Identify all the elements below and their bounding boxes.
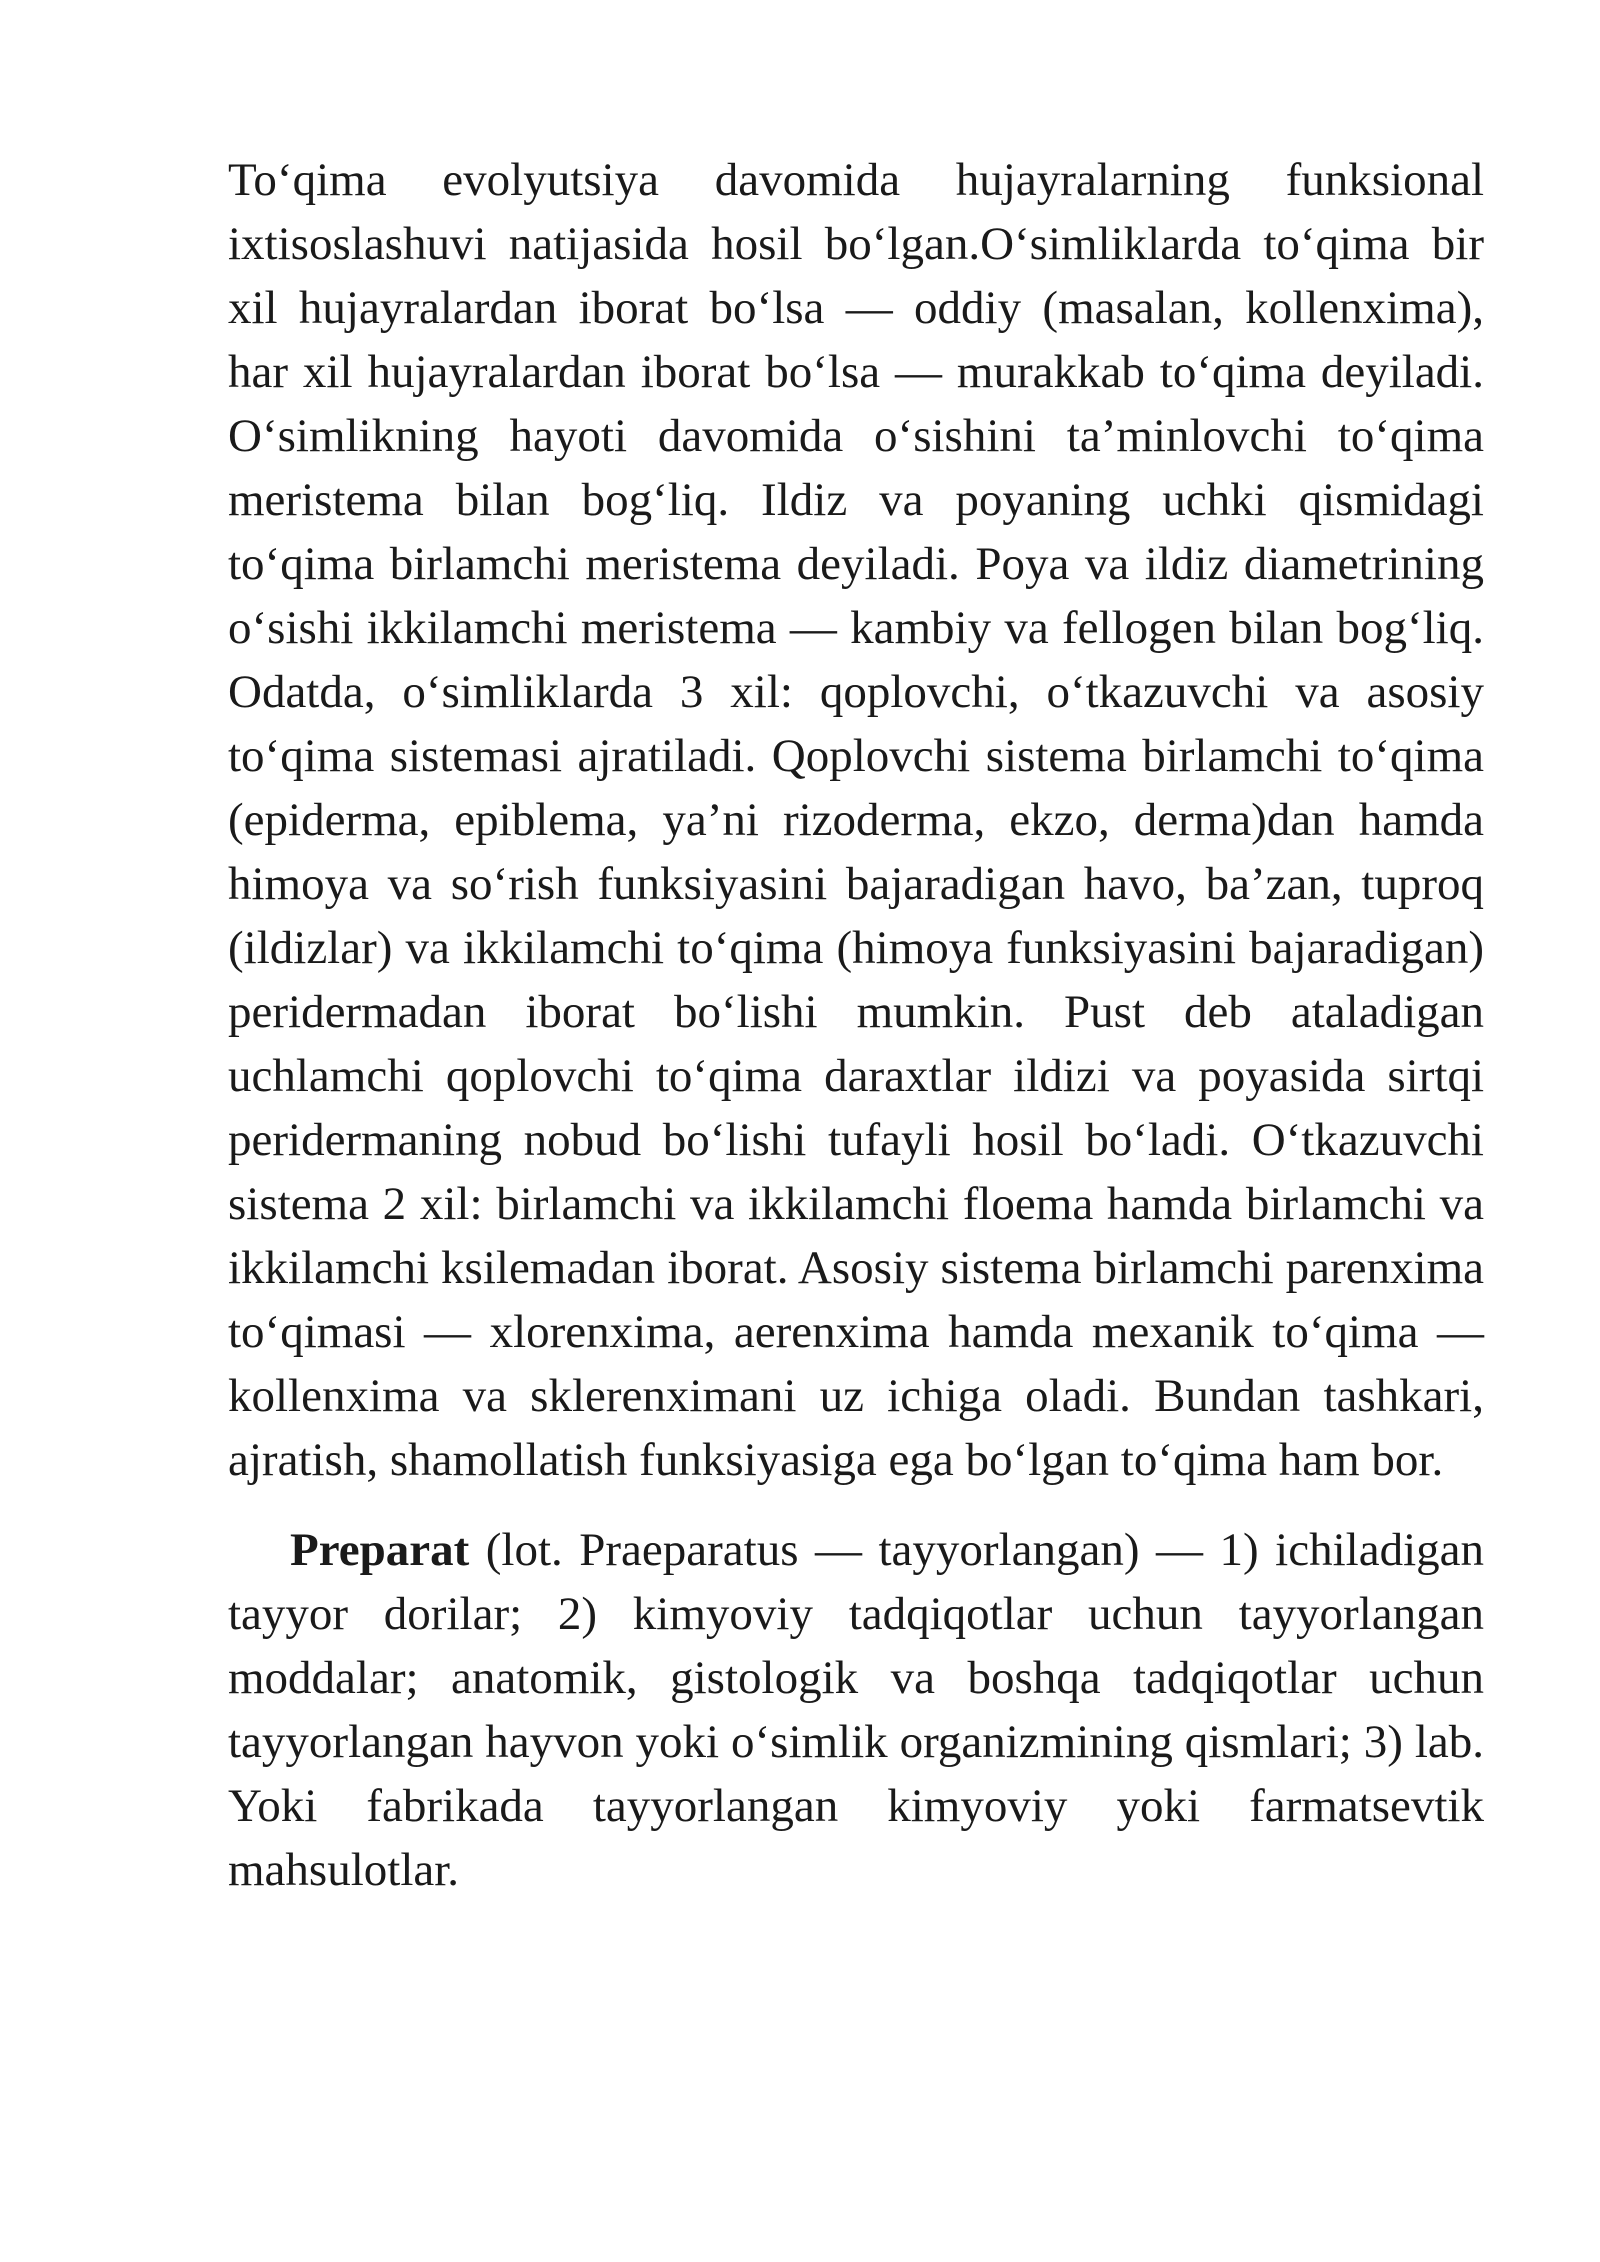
definition-preparat: (lot. Praeparatus — tayyorlangan) — 1) ichiladigan tayyor dorilar; 2) kimyoviy tadqiqotlar uchun tayyorlangan moddalar; anatomik, gistologik va boshqa tadqiqotlar uchun tayyorlangan hayvon yoki o‘simlik organizmining qismlari; 3) lab. Yoki fabrikada tayyorlangan kimyoviy yoki farmatsevtik mahsulotlar. (228, 1524, 1484, 1896)
paragraph-tissue-definition: To‘qima evolyutsiya davomida hujayralarning funksional ixtisoslashuvi natijasida hosil bo‘lgan.O‘simliklarda to‘qima bir xil hujayralardan iborat bo‘lsa — oddiy (masalan, kollenxima), har xil hujayralardan iborat bo‘lsa — murakkab to‘qima deyiladi. O‘simlikning hayoti davomida o‘sishini ta’minlovchi to‘qima meristema bilan bog‘liq. Ildiz va poyaning uchki qismidagi to‘qima birlamchi meristema deyiladi. Poya va ildiz diametrining o‘sishi ikkilamchi meristema — kambiy va fellogen bilan bog‘liq. Odatda, o‘simliklarda 3 xil: qoplovchi, o‘tkazuvchi va asosiy to‘qima sistemasi ajratiladi. Qoplovchi sistema birlamchi to‘qima (epiderma, epiblema, ya’ni rizoderma, ekzo, derma)dan hamda himoya va so‘rish funksiyasini bajaradigan havo, ba’zan, tuproq (ildizlar) va ikkilamchi to‘qima (himoya funksiyasini bajaradigan) peridermadan iborat bo‘lishi mumkin. Pust deb ataladigan uchlamchi qoplovchi to‘qima daraxtlar ildizi va poyasida sirtqi peridermaning nobud bo‘lishi tufayli hosil bo‘ladi. O‘tkazuvchi sistema 2 xil: birlamchi va ikkilamchi floema hamda birlamchi va ikkilamchi ksilemadan iborat. Asosiy sistema birlamchi parenxima to‘qimasi — xlorenxima, aerenxima hamda mexanik to‘qima — kollenxima va sklerenximani uz ichiga oladi. Bundan tashkari, ajratish, shamollatish funksiyasiga ega bo‘lgan to‘qima ham bor. (228, 154, 1484, 1486)
document-page (228, 148, 1484, 1902)
term-preparat: Preparat (290, 1524, 470, 1576)
paragraph-preparat-definition (228, 1518, 1484, 1902)
